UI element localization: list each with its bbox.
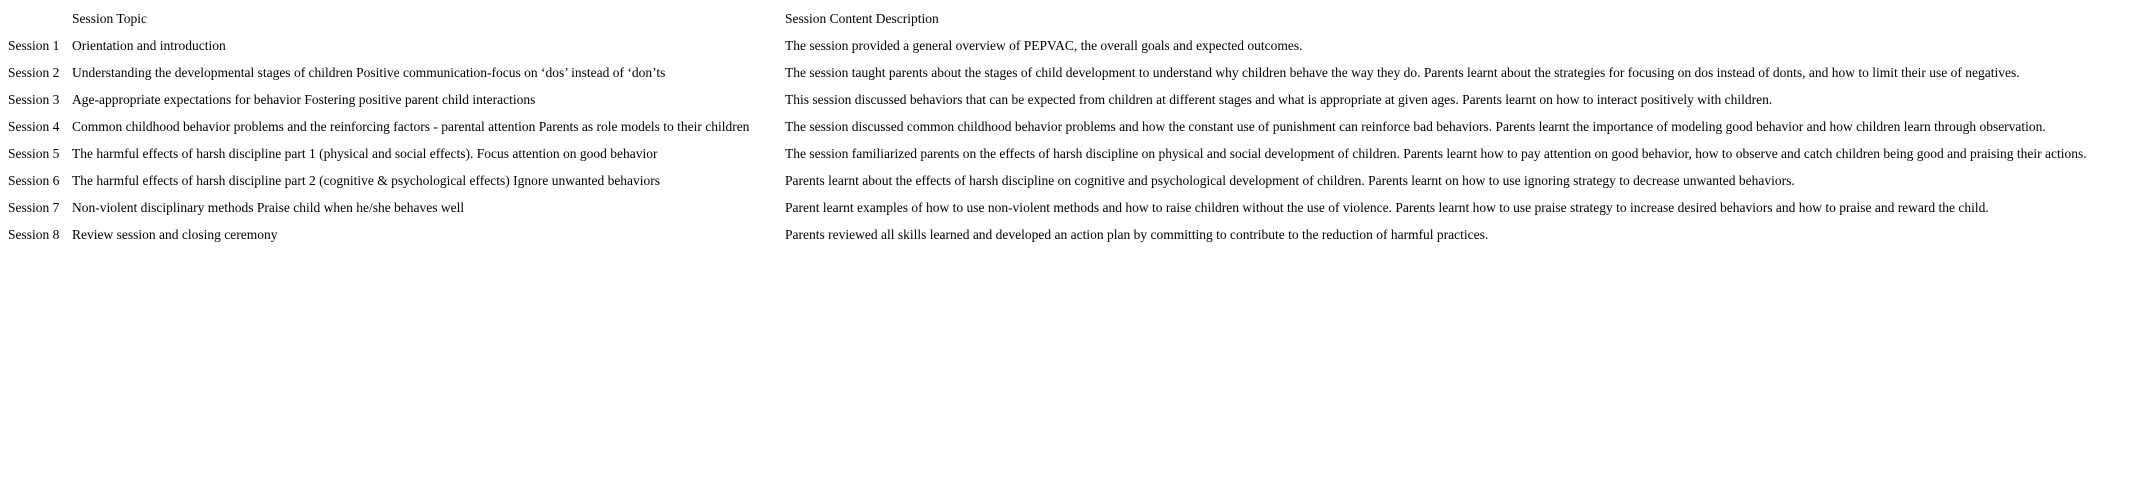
table-row: [5, 113, 2090, 140]
session-label: Session 4: [8, 118, 60, 134]
table-row: [5, 32, 2090, 59]
session-description: The session provided a general overview of PEPVAC, the overall goals and expected outcomes.: [785, 37, 1303, 53]
session-topic: Common childhood behavior problems and the reinforcing factors - parental attention Parents as role models to their children: [72, 118, 750, 134]
session-topic: The harmful effects of harsh discipline part 1 (physical and social effects). Focus attention on good behavior: [72, 145, 658, 161]
session-topic: Review session and closing ceremony: [72, 226, 278, 242]
header-row: [5, 5, 2090, 32]
session-description: Parent learnt examples of how to use non-violent methods and how to raise children without the use of violence. Parents learnt how to use praise strategy to increase desired behaviors and how to praise and reward the child.: [785, 199, 1989, 215]
table-row: [5, 221, 2090, 248]
header-session: [5, 5, 69, 32]
session-description: Parents learnt about the effects of harsh discipline on cognitive and psychological development of children. Parents learnt on how to use ignoring strategy to decrease unwanted behaviors.: [785, 172, 1795, 188]
session-description: The session familiarized parents on the effects of harsh discipline on physical and social development of children. Parents learnt how to pay attention on good behavior, how to observe and catch children being good and praising their actions.: [785, 145, 2087, 161]
session-topic: Age-appropriate expectations for behavior Fostering positive parent child interactions: [72, 91, 536, 107]
session-label: Session 5: [8, 145, 60, 161]
session-description: The session taught parents about the stages of child development to understand why children behave the way they do. Parents learnt about the strategies for focusing on dos instead of donts, and how to limit their use of negatives.: [785, 64, 2020, 80]
session-topic: Orientation and introduction: [72, 37, 226, 53]
table-row: [5, 140, 2090, 167]
session-label: Session 8: [8, 226, 60, 242]
session-label: Session 6: [8, 172, 60, 188]
table-row: [5, 86, 2090, 113]
session-label: Session 2: [8, 64, 60, 80]
table-row: [5, 167, 2090, 194]
session-description: Parents reviewed all skills learned and developed an action plan by committing to contribute to the reduction of harmful practices.: [785, 226, 1489, 242]
session-label: Session 1: [8, 37, 60, 53]
table-row: [5, 194, 2090, 221]
session-description: This session discussed behaviors that can be expected from children at different stages and what is appropriate at given ages. Parents learnt on how to interact positively with children.: [785, 91, 1773, 107]
header-topic: Session Topic: [72, 10, 147, 26]
session-topic: Understanding the developmental stages of children Positive communication-focus on ‘dos’ instead of ‘don’ts: [72, 64, 666, 80]
session-topic: Non-violent disciplinary methods Praise child when he/she behaves well: [72, 199, 465, 215]
session-description: The session discussed common childhood behavior problems and how the constant use of punishment can reinforce bad behaviors. Parents learnt the importance of modeling good behavior and how children learn through observation.: [785, 118, 2046, 134]
session-topic: The harmful effects of harsh discipline part 2 (cognitive & psychological effects) Ignore unwanted behaviors: [72, 172, 661, 188]
session-label: Session 7: [8, 199, 60, 215]
table-row: [5, 59, 2090, 86]
sessions-table: [5, 5, 2090, 248]
session-label: Session 3: [8, 91, 60, 107]
header-description: Session Content Description: [785, 10, 939, 26]
